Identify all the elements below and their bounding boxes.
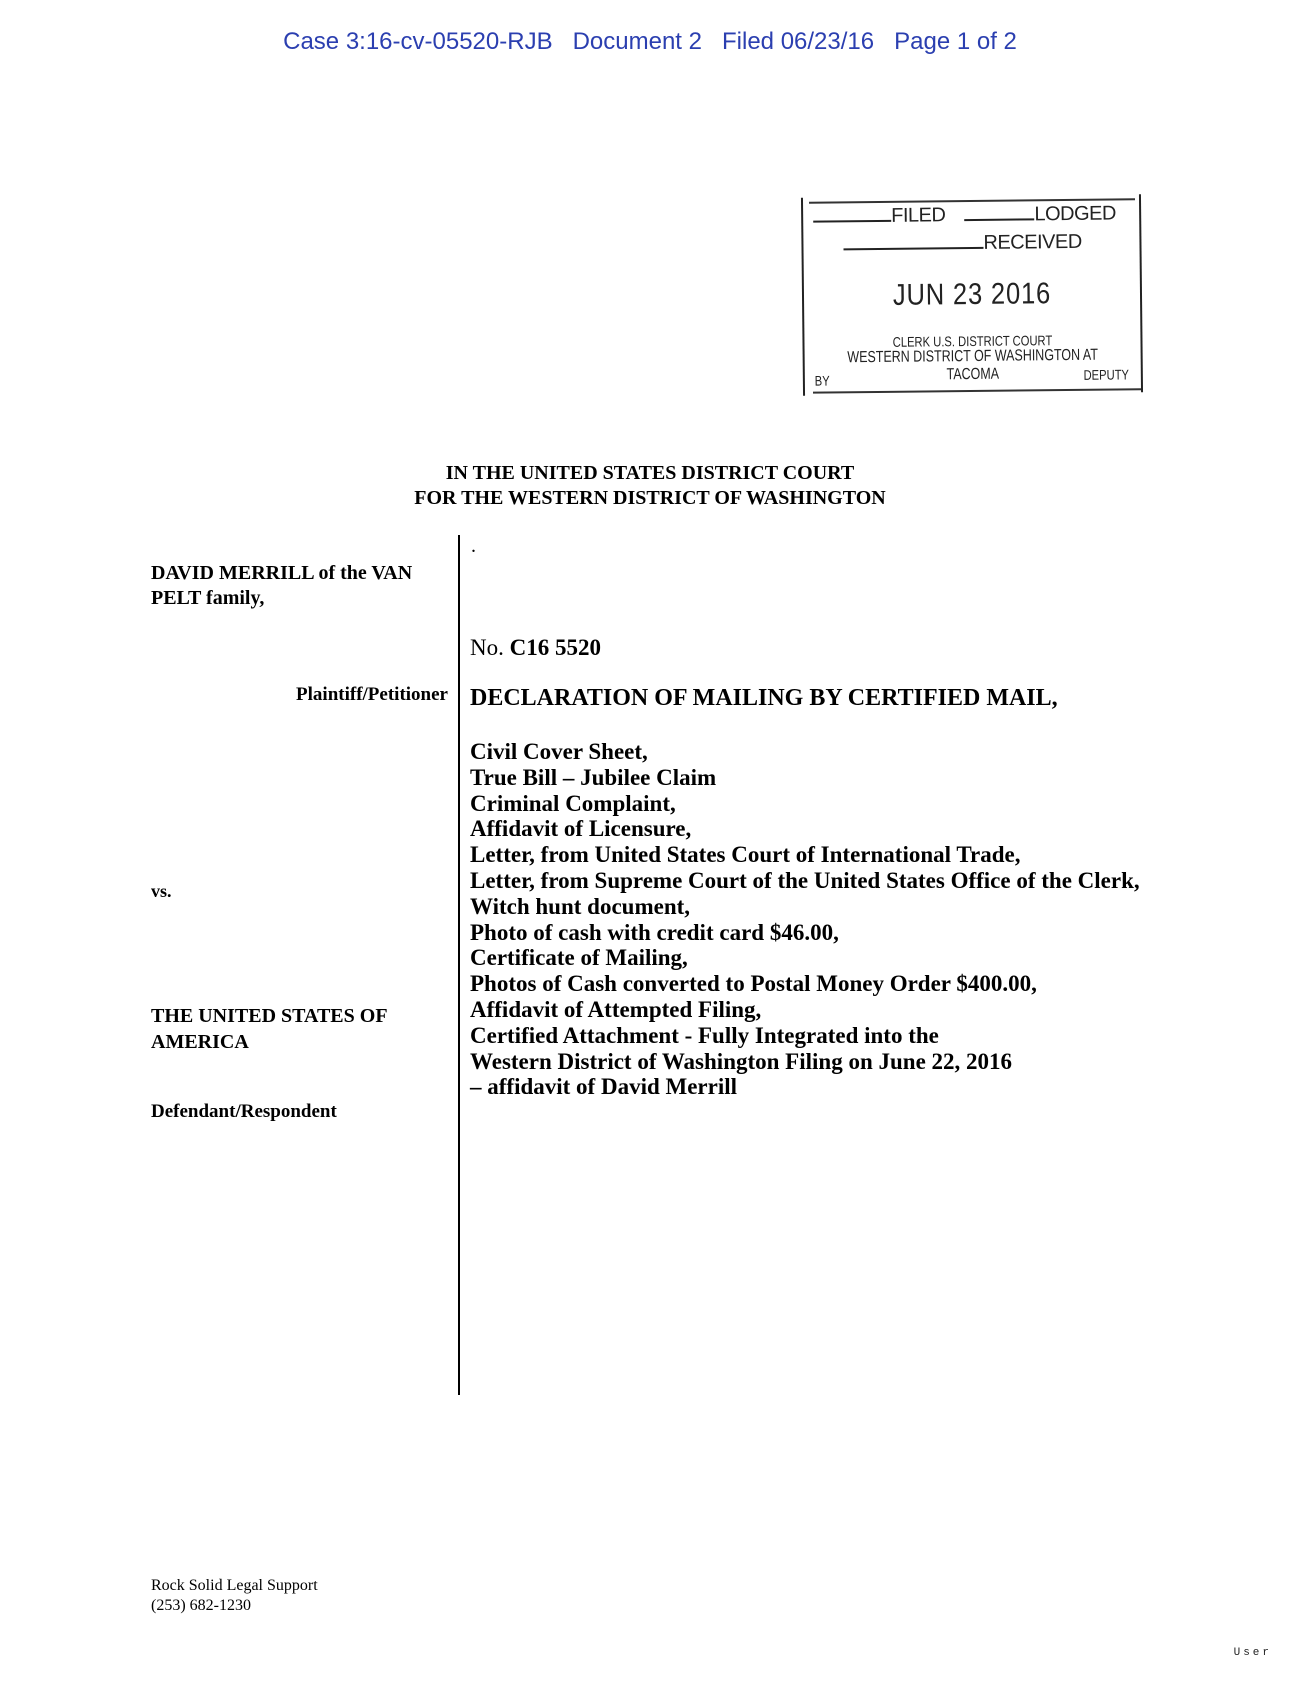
attachment-item: Letter, from Supreme Court of the United States Office of the Clerk,: [470, 867, 1140, 893]
case-number-value: C16 5520: [509, 635, 601, 660]
attachment-item: Civil Cover Sheet,: [470, 739, 648, 764]
header-document: Document 2: [572, 28, 702, 55]
attachment-item: Photo of cash with credit card $46.00,: [470, 919, 839, 945]
stamp-blank-received: [843, 233, 983, 250]
stamp-date: JUN 23 2016: [892, 277, 1052, 312]
attachment-item: Certificate of Mailing,: [470, 945, 688, 971]
case-number-prefix: No.: [470, 635, 504, 660]
user-mark: User: [1233, 1647, 1272, 1659]
attachment-list: [470, 739, 1140, 1100]
footer-company: Rock Solid Legal Support: [151, 1577, 318, 1594]
attachment-item: Witch hunt document,: [470, 893, 691, 919]
stamp-by: BY: [814, 372, 830, 389]
plaintiff-name: [151, 561, 451, 611]
footer-phone: (253) 682-1230: [151, 1597, 251, 1614]
plaintiff-name-line1: DAVID MERRILL of the VAN: [151, 562, 413, 584]
stamp-received-label: RECEIVED: [983, 230, 1082, 254]
ecf-header: [0, 28, 1300, 56]
stamp-district: WESTERN DISTRICT OF WASHINGTON AT TACOMA: [847, 346, 1098, 384]
defendant-name-line1: THE UNITED STATES OF: [151, 1005, 388, 1027]
stamp-filed-row: [813, 202, 1133, 228]
plaintiff-role: Plaintiff/Petitioner: [296, 684, 448, 705]
plaintiff-name-line2: PELT family,: [151, 587, 265, 609]
stamp-deputy: DEPUTY: [1083, 366, 1130, 383]
attachment-item: True Bill – Jubilee Claim: [470, 764, 717, 790]
versus-label: vs.: [151, 881, 172, 901]
header-case: Case 3:16-cv-05520-RJB: [283, 28, 553, 55]
attachment-item: Western District of Washington Filing on June 22, 2016: [470, 1048, 1013, 1074]
court-title-line2: FOR THE WESTERN DISTRICT OF WASHINGTON: [414, 487, 886, 509]
caption-dot: .: [471, 535, 476, 557]
court-title: [0, 461, 1300, 511]
stamp-blank-filed: [813, 206, 891, 223]
attachment-item: Criminal Complaint,: [470, 790, 676, 816]
defendant-name: [151, 1003, 451, 1055]
attachment-item: Letter, from United States Court of International Trade,: [470, 842, 1021, 868]
defendant-role: Defendant/Respondent: [151, 1101, 337, 1122]
filing-stamp: [801, 194, 1143, 396]
attachment-item: Photos of Cash converted to Postal Money Order $400.00,: [470, 971, 1037, 997]
stamp-received-row: [843, 231, 1081, 256]
header-filed: Filed 06/23/16: [722, 28, 875, 55]
stamp-clerk: CLERK U.S. DISTRICT COURT: [892, 332, 1053, 350]
attachment-item: Affidavit of Attempted Filing,: [470, 996, 762, 1022]
case-number: [470, 635, 601, 661]
stamp-bottom-rule: [813, 388, 1141, 393]
header-page: Page 1 of 2: [894, 28, 1017, 55]
caption-divider: [458, 535, 460, 1395]
attachment-item: Certified Attachment - Fully Integrated into the: [470, 1022, 939, 1048]
stamp-lodged-label: LODGED: [1034, 202, 1116, 226]
court-title-line1: IN THE UNITED STATES DISTRICT COURT: [445, 462, 855, 484]
defendant-name-line2: AMERICA: [151, 1031, 249, 1053]
stamp-blank-lodged: [964, 204, 1034, 221]
declaration-title: DECLARATION OF MAILING BY CERTIFIED MAIL,: [470, 685, 1058, 711]
attachment-item: Affidavit of Licensure,: [470, 816, 692, 842]
stamp-filed-label: FILED: [891, 204, 946, 227]
footer: [151, 1576, 318, 1616]
attachment-item: – affidavit of David Merrill: [470, 1074, 738, 1100]
